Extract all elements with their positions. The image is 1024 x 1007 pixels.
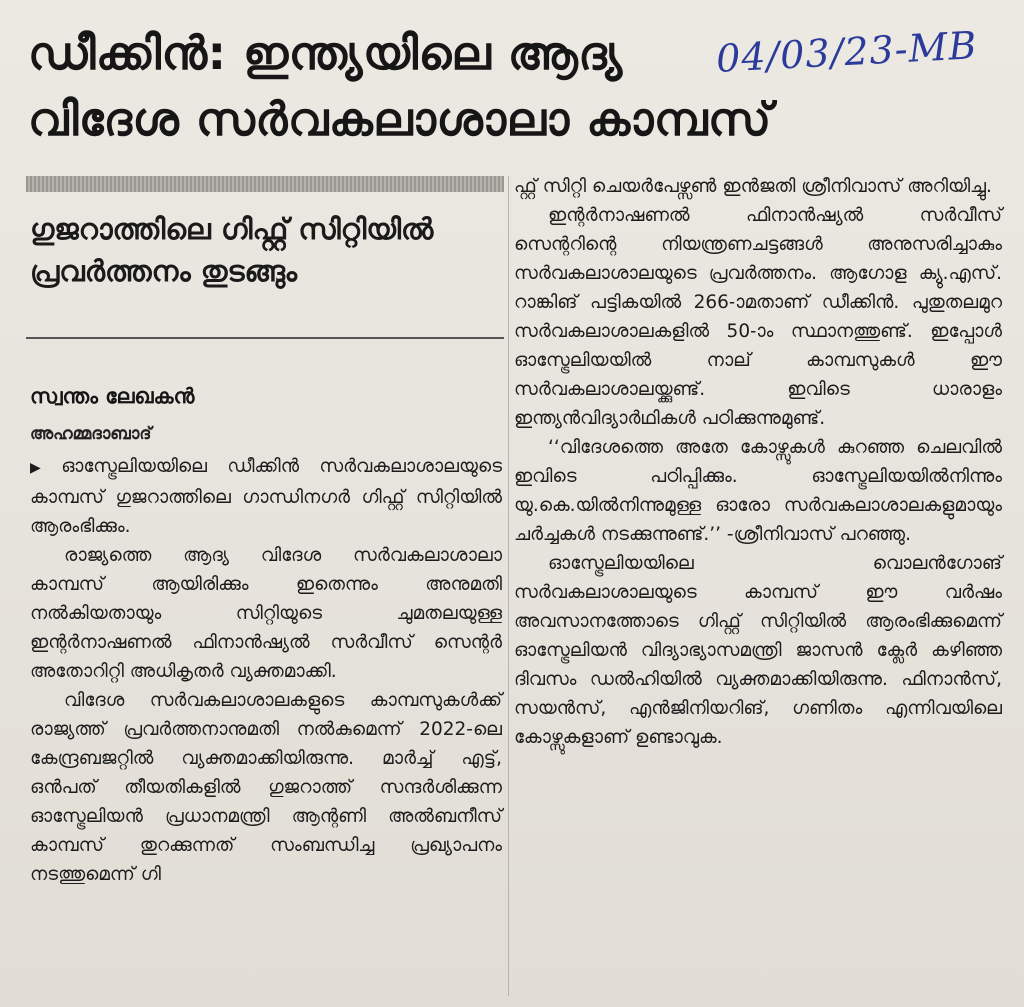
paragraph: ഇന്റർനാഷണൽ ഫിനാൻഷ്യൽ സർവീസ് സെന്ററിന്റെ നിയന്ത്രണചട്ടങ്ങൾ അനുസരിച്ചാകും സർവകലാശാലയുടെ പ്രവർത്തനം. ആഗോള ക്യു.എസ്. റാങ്കിങ് പട്ടികയിൽ 266-ാമതാണ് ഡീക്കിൻ. പുതുതലമുറ സർവകലാശാലകളിൽ 50-ാം സ്ഥാനത്തുണ്ട്. ഇപ്പോൾ ഓസ്ട്രേലിയയിൽ നാല് കാമ്പസുകൾ ഈ സർവകലാശാലയ്ക്കുണ്ട്. ഇവിടെ ധാരാളം ഇന്ത്യൻവിദ്യാർഥികൾ പഠിക്കുന്നുമുണ്ട്. bbox=[514, 205, 1002, 429]
byline: സ്വന്തം ലേഖകൻ bbox=[30, 384, 195, 408]
column-divider bbox=[508, 176, 509, 996]
paragraph: രാജ്യത്തെ ആദ്യ വിദേശ സർവകലാശാലാ കാമ്പസ് ആയിരിക്കും ഇതെന്നും അനുമതി നൽകിയതായും സിറ്റിയുടെ ചുമതലയുള്ള ഇന്റർനാഷണൽ ഫിനാൻഷ്യൽ സർവീസ് സെന്റർ അതോറിറ്റി അധികൃതർ വ്യക്തമാക്കി. bbox=[30, 545, 502, 682]
handwritten-date-note: 04/03/23-MB bbox=[715, 23, 979, 81]
left-column bbox=[30, 452, 502, 889]
paragraph bbox=[30, 452, 502, 541]
paragraph-text: ഓസ്ട്രേലിയയിലെ ഡീക്കിൻ സർവകലാശാലയുടെ കാമ്പസ് ഗുജറാത്തിലെ ഗാന്ധിനഗർ ഗിഫ്റ്റ് സിറ്റിയിൽ ആരംഭിക്കും. bbox=[30, 456, 502, 537]
paragraph: ഓസ്ട്രേലിയയിലെ വൊലൻഗോങ് സർവകലാശാലയുടെ കാമ്പസ് ഈ വർഷം അവസാനത്തോടെ ഗിഫ്റ്റ് സിറ്റിയിൽ ആരംഭിക്കുമെന്ന് ഓസ്ട്രേലിയൻ വിദ്യാഭ്യാസമന്ത്രി ജാസൻ ക്ലേർ കഴിഞ്ഞ ദിവസം ഡൽഹിയിൽ വ്യക്തമാക്കിയിരുന്നു. ഫിനാൻസ്, സയൻസ്, എൻജിനിയറിങ്, ഗണിതം എന്നിവയിലെ കോഴ്സുകളാണ് ഉണ്ടാവുക. bbox=[514, 553, 1002, 748]
decorative-gray-bar bbox=[26, 176, 504, 192]
paragraph: വിദേശ സർവകലാശാലകളുടെ കാമ്പസുകൾക്ക് രാജ്യത്ത് പ്രവർത്തനാനുമതി നൽകുമെന്ന് 2022-ലെ കേന്ദ്രബജറ്റിൽ വ്യക്തമാക്കിയിരുന്നു. മാർച്ച് എട്ട്, ഒൻപത് തീയതികളിൽ ഗുജറാത്ത് സന്ദർശിക്കുന്ന ഓസ്ട്രേലിയൻ പ്രധാനമന്ത്രി ആന്റണി അൽബനീസ് കാമ്പസ് തുറക്കുന്നത് സംബന്ധിച്ച പ്രഖ്യാപനം നടത്തുമെന്ന് ഗി bbox=[30, 690, 502, 885]
paragraph: ‘‘വിദേശത്തെ അതേ കോഴ്സുകൾ കുറഞ്ഞ ചെലവിൽ ഇവിടെ പഠിപ്പിക്കും. ഓസ്ട്രേലിയയിൽനിന്നും യു.കെ.യിൽനിന്നുമുള്ള ഓരോ സർവകലാശാലകളുമായും ചർച്ചകൾ നടക്കുന്നുണ്ട്.’’ -ശ്രീനിവാസ് പറഞ്ഞു. bbox=[514, 437, 1002, 545]
right-column bbox=[514, 172, 1002, 752]
headline-line-1: ഡീക്കിൻ: ഇന്ത്യയിലെ ആദ്യ bbox=[28, 26, 623, 80]
paragraph: ഫ്റ്റ് സിറ്റി ചെയർപേഴ്സൺ ഇൻജതി ശ്രീനിവാസ് അറിയിച്ചു. bbox=[514, 176, 992, 197]
triangle-bullet-icon: ▶ bbox=[30, 460, 56, 476]
headline-line-2: വിദേശ സർവകലാശാലാ കാമ്പസ് bbox=[28, 92, 772, 146]
subheadline: ഗുജറാത്തിലെ ഗിഫ്റ്റ് സിറ്റിയിൽ പ്രവർത്തനം തുടങ്ങും bbox=[30, 212, 434, 288]
section-rule bbox=[26, 337, 504, 339]
dateline: അഹമ്മദാബാദ് bbox=[30, 424, 152, 444]
